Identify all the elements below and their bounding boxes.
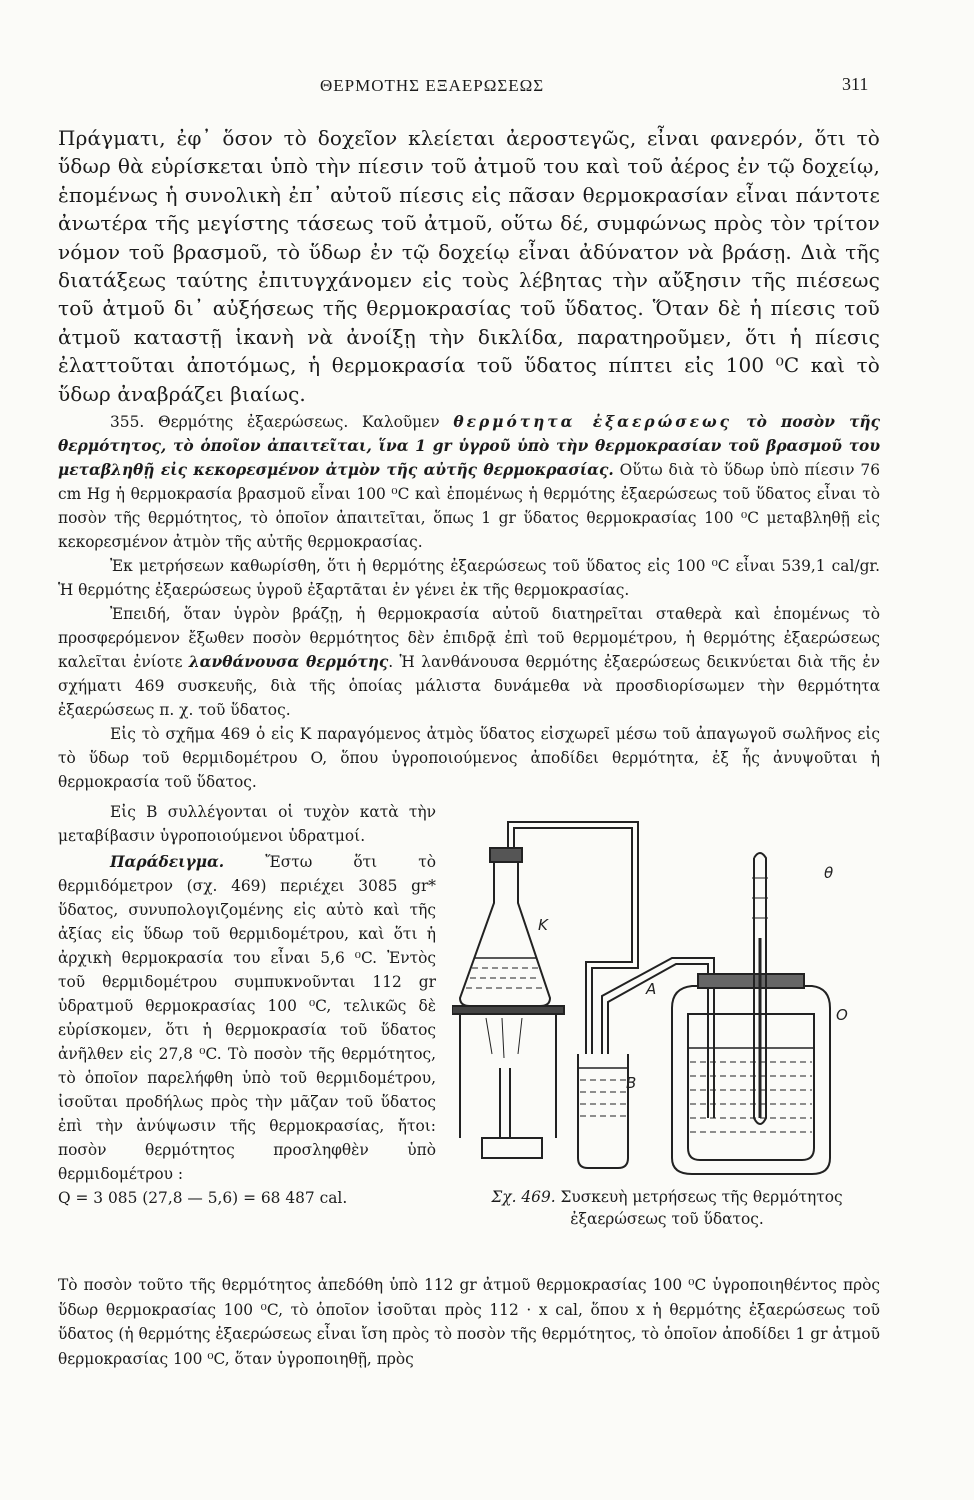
flask (460, 848, 550, 1006)
latent-heat-paragraph (58, 602, 880, 722)
example-paragraph (58, 850, 436, 1186)
bottom-block (58, 1273, 880, 1371)
left-column (58, 800, 436, 1210)
figure-caption (452, 1186, 882, 1230)
page-header (0, 72, 974, 102)
bottom-paragraph: Τὸ ποσὸν τοῦτο τῆς θερμότητος ἀπεδόθη ὑπὸ 112 gr ἀτμοῦ θερμοκρασίας 100 ⁰C ὑγροποιηθέντος πρὸς ὕδωρ θερμοκρασίας 100 ⁰C, τὸ ὁποῖον ἰσοῦται πρὸς 112 · x cal, ὅπου x ἡ θερμότης ἐξαερώσεως τοῦ ὕδατος (ἡ θερμότης ἐξαερώσεως εἶναι ἴση πρὸς τὸ ποσὸν τῆς θερμότητος, τὸ ὁποῖον ἀποδίδει 1 gr ἀτμοῦ θερμοκρασίας 100 ⁰C, ὅταν ὑγροποιηθῇ, πρὸς (58, 1276, 880, 1368)
example-label: Παράδειγμα. (110, 853, 225, 871)
equation: Q = 3 085 (27,8 — 5,6) = 68 487 cal. (58, 1189, 348, 1207)
definition-term: θερμότητα ἐξαερώσεως (453, 413, 732, 431)
section-heading: 355. Θερμότης ἐξαερώσεως. (110, 413, 349, 431)
example-text: Ἔστω ὅτι τὸ θερμιδόμετρον (σχ. 469) περιέχει 3085 gr* ὕδατος, συνυπολογιζομένης εἰς αὐτὸ καὶ τῆς ἀξίας εἰς ὕδωρ τοῦ θερμιδομέτρου, καὶ ὅτι ἡ ἀρχικὴ θερμοκρασία του εἶναι 5,6 ⁰C. Ἐντὸς τοῦ θερμιδομέτρου συμπυκνοῦνται 112 gr ὑδρατμοῦ θερμοκρασίας 100 ⁰C, τελικῶς δὲ εὑρίσκομεν, ὅτι ἡ θερμοκρασία τοῦ ὕδατος ἀνῆλθεν εἰς 27,8 ⁰C. Τὸ ποσὸν τῆς θερμότητος, τὸ ὁποῖον παρελήφθη ὑπὸ τοῦ θερμιδομέτρου, ἰσοῦται προδήλως πρὸς τὴν μᾶζαν τοῦ ὕδατος ἐπὶ τὴν ἀνύψωσιν τῆς θερμοκρασίας, ἤτοι: ποσὸν θερμότητος προσληφθὲν ὑπὸ θερμιδομέτρου : (58, 853, 436, 1183)
label-k: K (538, 916, 548, 934)
section-355 (58, 410, 880, 794)
definition-rest: Οὕτω διὰ τὸ ὕδωρ ὑπὸ πίεσιν 76 cm Hg ἡ θερμοκρασία βρασμοῦ εἶναι 100 ⁰C καὶ ἑπομένως ἡ θερμότης ἐξαερώσεως τοῦ ὕδατος εἶναι τὸ ποσὸν τῆς θερμότητος, τὸ ὁποῖον ἀπαιτεῖται, ὅπως 1 gr ὕδατος θερμοκρασίας 100 ⁰C μεταβληθῇ εἰς κεκορεσμένον ἀτμὸν τῆς αὐτῆς θερμοκρασίας. (58, 461, 880, 551)
latent-heat-term: λανθάνουσα θερμότης (188, 653, 389, 671)
stand-plate (452, 1006, 564, 1014)
definition-intro: Καλοῦμεν (348, 413, 454, 431)
collector-paragraph: Εἰς B συλλέγονται οἱ τυχὸν κατὰ τὴν μεταβίβασιν ὑγροποιούμενοι ὑδρατμοί. (58, 803, 436, 845)
figure-caption-text: Συσκευὴ μετρήσεως τῆς θερμότητος ἐξαερώσεως τοῦ ὕδατος. (555, 1188, 843, 1228)
measurement-paragraph: Ἐκ μετρήσεων καθωρίσθη, ὅτι ἡ θερμότης ἐξαερώσεως τοῦ ὕδατος εἰς 100 ⁰C εἶναι 539,1 cal/gr. Ἡ θερμότης ἐξαερώσεως ὑγροῦ ἐξαρτᾶται ἐν γένει ἐκ τῆς θερμοκρασίας. (58, 557, 880, 599)
figure-caption-label: Σχ. 469. (491, 1188, 556, 1206)
latent-heat-text-b: . Ἡ λανθάνουσα θερμότης ἐξαερώσεως δεικνύεται διὰ τῆς ἐν σχήματι 469 συσκευῆς, διὰ τῆς ὁποίας μάλιστα δυνάμεθα νὰ προσδιορίσωμεν τὴν θερμότητα ἐξαερώσεως π. χ. τοῦ ὕδατος. (58, 653, 880, 719)
label-a: A (646, 980, 657, 998)
page-number: 311 (842, 74, 869, 94)
figure-description-paragraph: Εἰς τὸ σχῆμα 469 ὁ εἰς K παραγόμενος ἀτμὸς ὕδατος εἰσχωρεῖ μέσω τοῦ ἀπαγωγοῦ σωλῆνος εἰς τὸ ὕδωρ τοῦ θερμιδομέτρου O, ὅπου ὑγροποιούμενος ἀποδίδει θερμότητα, ἐξ ἧς ἀνυψοῦται ἡ θερμοκρασία τοῦ ὕδατος. (58, 725, 880, 791)
definition-paragraph (58, 410, 880, 554)
label-theta: θ (824, 864, 834, 882)
label-b: B (626, 1074, 637, 1092)
calorimeter-inner (688, 1014, 814, 1160)
collector-b (578, 1054, 628, 1168)
delivery-tube (508, 822, 638, 1054)
intro-paragraph: Πράγματι, ἐφ᾿ ὅσον τὸ δοχεῖον κλείεται ἀεροστεγῶς, εἶναι φανερόν, ὅτι τὸ ὕδωρ θὰ εὑρίσκεται ὑπὸ τὴν πίεσιν τοῦ ἀτμοῦ του καὶ τοῦ ἀέρος ἐν τῷ δοχείῳ, ἑπομένως ἡ συνολικὴ ἐπ᾿ αὐτοῦ πίεσις εἰς πᾶσαν θερμοκρασίαν εἶναι πάντοτε ἀνωτέρα τῆς μεγίστης τάσεως τοῦ ἀτμοῦ, οὕτω δέ, συμφώνως πρὸς τὸν τρίτον νόμον τοῦ βρασμοῦ, τὸ ὕδωρ ἐν τῷ δοχείῳ εἶναι ἀδύνατον νὰ βράσῃ. Διὰ τῆς διατάξεως ταύτης ἐπιτυγχάνομεν εἰς τοὺς λέβητας τὴν αὔξησιν τῆς πιέσεως τοῦ ἀτμοῦ δι᾿ αὐξήσεως τῆς θερμοκρασίας τοῦ ὕδατος. Ὅταν δὲ ἡ πίεσις τοῦ ἀτμοῦ καταστῇ ἱκανὴ νὰ ἀνοίξῃ τὴν δικλίδα, παρατηροῦμεν, ὅτι ἡ πίεσις ἐλαττοῦται ἀποτόμως, ἡ θερμοκρασία τοῦ ὕδατος πίπτει εἰς 100 ⁰C καὶ τὸ ὕδωρ ἀναβράζει βιαίως. (58, 126, 880, 406)
definition-body: τὸ ποσὸν τῆς θερμότητος, τὸ ὁποῖον ἀπαιτεῖται, ἵνα 1 gr ὑγροῦ ὑπὸ τὴν θερμοκρασίαν τοῦ βρασμοῦ του μεταβληθῇ εἰς κεκορεσμένον ἀτμὸν τῆς αὐτῆς θερμοκρασίας. (58, 413, 880, 479)
label-o: O (836, 1006, 848, 1024)
flask-stopper (490, 848, 522, 862)
intro-block (58, 124, 880, 408)
calorimeter-lid (698, 974, 804, 988)
running-title: ΘΕΡΜΟΤΗΣ ΕΞΑΕΡΩΣΕΩΣ (320, 76, 545, 95)
stand-legs (460, 1014, 556, 1138)
burner (482, 1068, 542, 1158)
apparatus-figure (452, 818, 882, 1188)
latent-heat-text-a: Ἐπειδή, ὅταν ὑγρὸν βράζῃ, ἡ θερμοκρασία αὐτοῦ διατηρεῖται σταθερὰ καὶ ἑπομένως τὸ προσφερόμενον ἔξωθεν ποσὸν θερμότητος δὲν ἐπιδρᾷ ἐπὶ τοῦ θερμομέτρου, ἡ θερμότης ἐξαερώσεως καλεῖται ἐνίοτε (58, 605, 880, 671)
